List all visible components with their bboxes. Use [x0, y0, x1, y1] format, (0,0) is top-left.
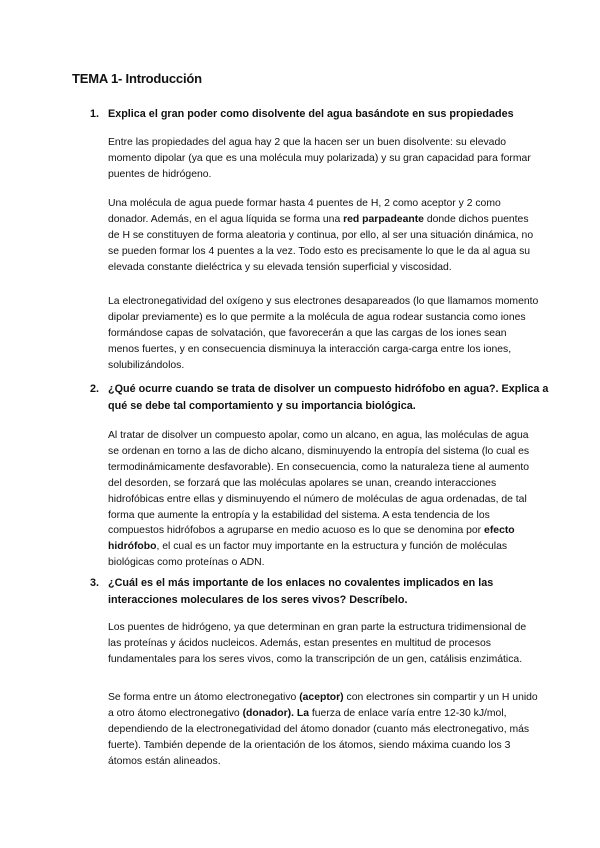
question-3-heading	[90, 575, 550, 609]
paragraph-text: con electrones sin compartir y un H unido a otro átomo electronegativo	[108, 692, 538, 719]
paragraph-text: , el cual es un factor muy importante en la estructura y función de moléculas biológicas como proteínas o ADN.	[108, 541, 508, 569]
question-number: 2.	[90, 383, 100, 395]
answer-paragraph	[108, 135, 540, 183]
bold-term: (aceptor)	[299, 692, 344, 703]
page-title	[72, 71, 202, 86]
paragraph-text: Entre las propiedades del agua hay 2 que la hacen ser un buen disolvente: su elevado momento dipolar (ya que es una molécula muy polarizada) y su gran capacidad para formar puentes de hidrógeno.	[108, 137, 531, 180]
answer-paragraph	[108, 620, 540, 668]
question-number: 1.	[90, 108, 100, 120]
bold-term: La	[296, 707, 309, 719]
answer-paragraph	[108, 294, 540, 374]
question-text: Explica el gran poder como disolvente del agua basándote en sus propiedades	[108, 108, 514, 120]
title-sub: - Introducción	[118, 71, 202, 86]
paragraph-text: Al tratar de disolver un compuesto apolar, como un alcano, en agua, las moléculas de agua se ordenan en torno a las de dicho alcano, disminuyendo la entropía del sistema (lo cual es termodinámicamente desfavorable). En consecuencia, como la naturaleza tiene al aumento del desorden, se forzará que las moléculas apolares se unan, creando interacciones hidrofóbicas entre ellas y disminuyendo el número de moléculas de agua ordenadas, de tal forma que aumente la entropía y la estabilidad del sistema. A esta tendencia de los compuestos hidrófobos a agruparse en medio acuoso es lo que se denomina por	[108, 430, 530, 537]
answer-paragraph	[108, 196, 540, 276]
bold-term: efecto hidrófobo	[108, 525, 515, 553]
paragraph-text: Los puentes de hidrógeno, ya que determinan en gran parte la estructura tridimensional de las proteínas y ácidos nucleicos. Además, estan presentes en multitud de procesos fundamentales para los seres vivos, como la transcripción de un gen, catálisis enzimática.	[108, 622, 527, 665]
paragraph-text: Se forma entre un átomo electronegativo	[108, 692, 300, 703]
paragraph-text: fuerza de enlace varía entre 12-30 kJ/mol, dependiendo de la electronegatividad del átomo donador (cuanto más electronegativo, más fuerte). También depende de la orientación de los átomos, siendo máxima cuando los 3 átomos están alineados.	[108, 707, 530, 767]
question-text: ¿Qué ocurre cuando se trata de disolver un compuesto hidrófobo en agua?. Explica a qué se debe tal comportamiento y su importancia biológica.	[108, 383, 549, 412]
question-text: ¿Cuál es el más importante de los enlaces no covalentes implicados en las interacciones moleculares de los seres vivos? Descríbelo.	[108, 577, 494, 606]
bold-term: (donador).	[242, 707, 294, 719]
paragraph-text: Una molécula de agua puede formar hasta 4 puentes de H, 2 como aceptor y 2 como donador. Además, en el agua líquida se forma una	[108, 198, 501, 225]
answer-paragraph	[108, 428, 540, 571]
title-main: TEMA 1	[72, 71, 118, 86]
bold-term: red parpadeante	[343, 213, 424, 225]
question-2-heading	[90, 381, 550, 415]
question-1-heading	[90, 106, 550, 123]
paragraph-text: La electronegatividad del oxígeno y sus electrones desapareados (lo que llamamos momento dipolar previamente) es lo que permite a la molécula de agua rodear sustancia como iones formándose capas de solvatación, que favorecerán a que las cargas de los iones sean menos fuertes, y en consecuencia disminuya la interacción carga-carga entre los iones, solubilizándolos.	[108, 296, 539, 371]
answer-paragraph	[108, 690, 540, 770]
question-number: 3.	[90, 577, 100, 589]
paragraph-text: donde dichos puentes de H se constituyen de forma aleatoria y continua, por ello, al ser una situación dinámica, no se pueden formar los 4 puentes a la vez. Todo esto es precisamente lo que le da al agua su elevada constante dieléctrica y su elevada tensión superficial y viscosidad.	[108, 213, 534, 273]
